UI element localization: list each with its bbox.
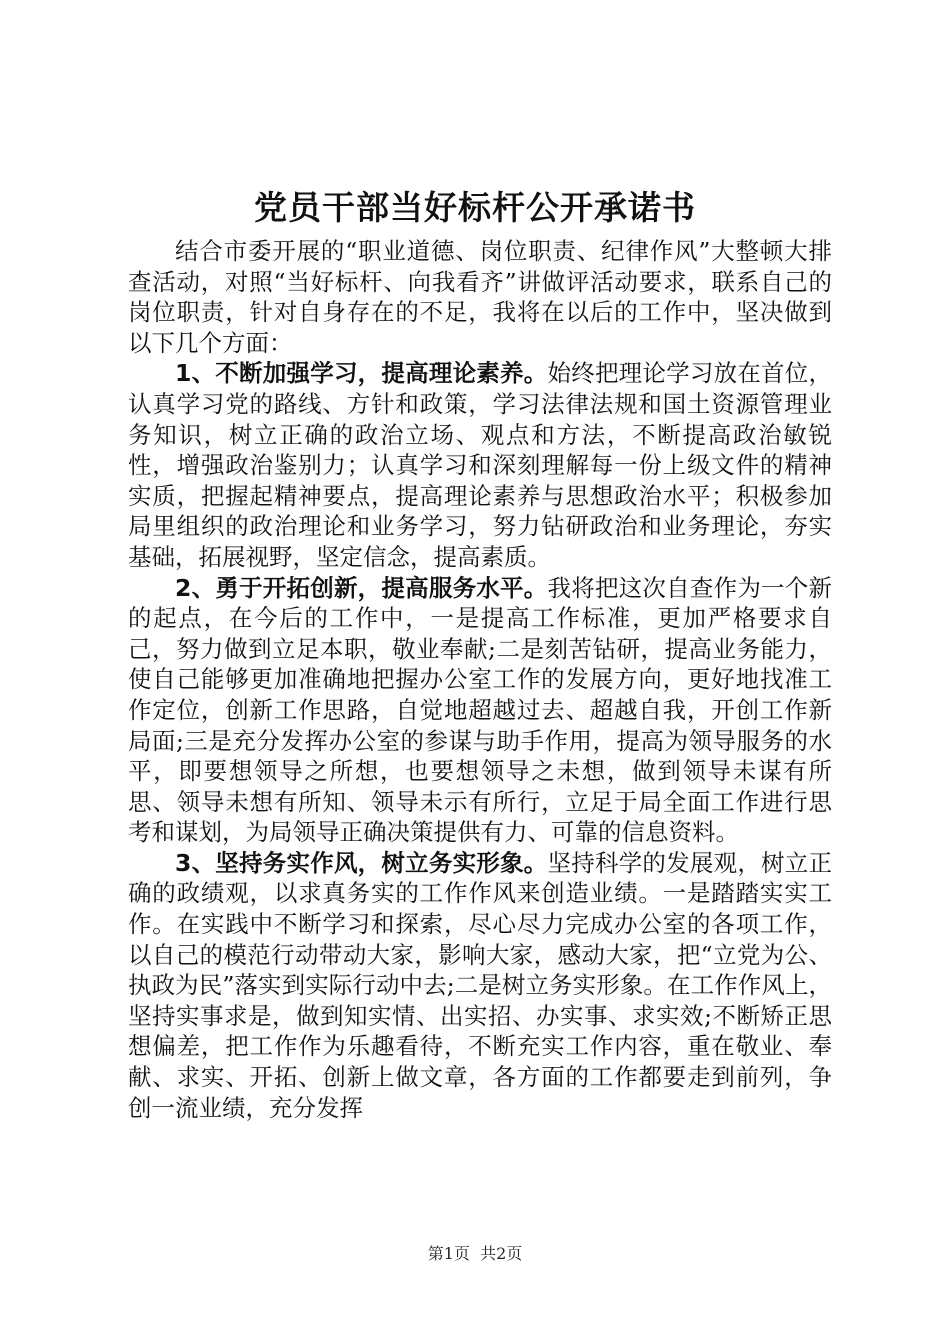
intro-paragraph: 结合市委开展的“职业道德、岗位职责、纪律作风”大整顿大排查活动，对照“当好标杆、向我看齐”讲做评活动要求，联系自己的岗位职责，针对自身存在的不足，我将在以后的工作中，坚决做到以下几个方面： xyxy=(128,237,832,357)
page-footer xyxy=(0,1244,950,1264)
document-title: 党员干部当好标杆公开承诺书 xyxy=(254,188,696,227)
page-number: 第1页 共2页 xyxy=(427,1244,523,1263)
section-1-body: 始终把理论学习放在首位，认真学习党的路线、方针和政策，学习法律法规和国土资源管理业务知识，树立正确的政治立场、观点和方法，不断提高政治敏锐性，增强政治鉴别力；认真学习和深刻理解每一份上级文件的精神实质，把握起精神要点，提高理论素养与思想政治水平；积极参加局里组织的政治理论和业务学习，努力钻研政治和业务理论，夯实基础，拓展视野，坚定信念，提高素质。 xyxy=(128,359,833,571)
section-1-heading: 1、不断加强学习，提高理论素养。 xyxy=(175,359,548,388)
section-2-paragraph xyxy=(128,573,832,848)
document-body xyxy=(128,236,832,1123)
section-3-paragraph xyxy=(128,848,832,1123)
section-3-body: 坚持科学的发展观，树立正确的政绩观，以求真务实的工作作风来创造业绩。一是踏踏实实工作。在实践中不断学习和探索，尽心尽力完成办公室的各项工作，以自己的模范行动带动大家，影响大家，感动大家，把“立党为公、执政为民”落实到实际行动中去;二是树立务实形象。在工作作风上，坚持实事求是，做到知实情、出实招、办实事、求实效;不断矫正思想偏差，把工作作为乐趣看待，不断充实工作内容，重在敬业、奉献、求实、开拓、创新上做文章，各方面的工作都要走到前列，争创一流业绩，充分发挥 xyxy=(128,848,833,1122)
section-2-body: 我将把这次自查作为一个新的起点，在今后的工作中，一是提高工作标准，更加严格要求自己，努力做到立足本职，敬业奉献;二是刻苦钻研，提高业务能力，使自己能够更加准确地把握办公室工作的发展方向，更好地找准工作定位，创新工作思路，自觉地超越过去、超越自我，开创工作新局面;三是充分发挥办公室的参谋与助手作用，提高为领导服务的水平，即要想领导之所想，也要想领导之未想，做到领导未谋有所思、领导未想有所知、领导未示有所行，立足于局全面工作进行思考和谋划，为局领导正确决策提供有力、可靠的信息资料。 xyxy=(128,573,833,847)
section-2-heading: 2、勇于开拓创新，提高服务水平。 xyxy=(175,573,548,602)
section-3-heading: 3、坚持务实作风，树立务实形象。 xyxy=(175,848,548,877)
section-1-paragraph xyxy=(128,358,832,572)
